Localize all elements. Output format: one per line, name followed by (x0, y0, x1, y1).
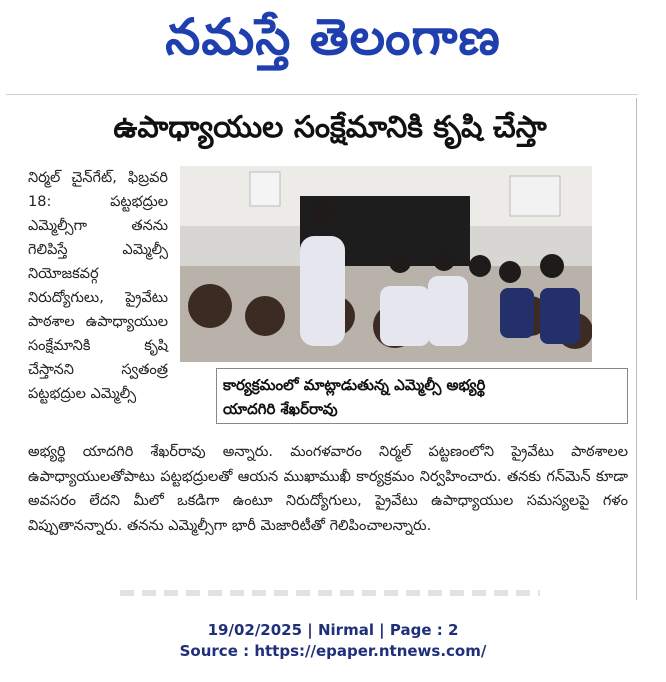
caption-line-2: యాదగిరి శేఖర్‌రావు (223, 400, 338, 418)
article-headline: ఉపాధ్యాయుల సంక్షేమానికి కృషి చేస్తా (113, 110, 547, 145)
source-footer (0, 620, 666, 662)
column-divider (636, 98, 637, 600)
photo-illustration (180, 166, 592, 362)
masthead (0, 4, 666, 74)
edition-info: 19/02/2025 | Nirmal | Page : 2 (207, 621, 459, 639)
photo-caption (216, 368, 628, 424)
faded-text-line (120, 590, 540, 596)
caption-line-1: కార్యక్రమంలో మాట్లాడుతున్న ఎమ్మెల్సీ అభ్యర్థి (223, 376, 486, 394)
newspaper-logo: నమస్తే తెలంగాణ (165, 8, 501, 66)
article-body-column: నిర్మల్ చైన్‌గేట్, ఫిబ్రవరి 18: పట్టభద్రుల ఎమ్మెల్సీగా తనను గెలిపిస్తే ఎమ్మెల్సీ నియోజకవర్గ నిరుద్యోగులు, ప్రైవేటు పాఠశాల ఉపాధ్యాయుల సంక్షేమానికి కృషి చేస్తానని స్వతంత్ర పట్టభద్రుల ఎమ్మెల్సీ (28, 170, 168, 402)
article-body-continued: అభ్యర్థి యాదగిరి శేఖర్‌రావు అన్నారు. మంగళవారం నిర్మల్ పట్టణంలోని ప్రైవేటు పాఠశాలల ఉపాధ్యాయులతోపాటు పట్టభద్రులతో ఆయన ముఖాముఖీ కార్యక్రమం నిర్వహించారు. తనకు గన్‌మెన్ కూడా అవసరం లేదని మీలో ఒకడిగా ఉంటూ నిరుద్యోగులు, ప్రైవేటు ఉపాధ్యాయుల సమస్యలపై గళం విప్పుతానన్నారు. తనను ఎమ్మెల్సీగా భారీ మెజారిటీతో గెలిపించాలన్నారు. (28, 444, 628, 534)
source-link[interactable]: Source : https://epaper.ntnews.com/ (179, 642, 487, 660)
news-photo (180, 166, 592, 362)
